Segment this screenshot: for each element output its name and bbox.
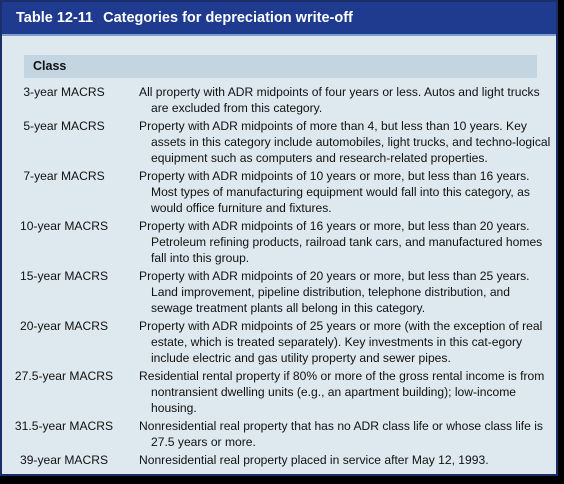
class-label: 39-year MACRS <box>19 453 109 467</box>
class-label: 7-year MACRS <box>23 169 105 183</box>
class-label: 27.5-year MACRS <box>14 369 114 383</box>
class-description: Property with ADR midpoints of 10 years or more, but less than 16 years. Most types of manufacturing equipment would fall into this category, as would office furniture and fixtures. <box>139 169 530 215</box>
table-row <box>2 118 558 166</box>
table-row <box>2 368 558 416</box>
class-label: 15-year MACRS <box>19 269 109 283</box>
class-description: Residential rental property if 80% or more of the gross rental income is from nontransient dwelling units (e.g., an apartment building); low-income housing. <box>139 369 545 415</box>
class-description: Property with ADR midpoints of 16 years or more, but less than 20 years. Petroleum refining products, railroad tank cars, and manufactured homes fall into this group. <box>139 219 543 265</box>
class-description: Property with ADR midpoints of 20 years or more, but less than 25 years. Land improvement, pipeline distribution, telephone distribution, and sewage treatment plants all belong in this category. <box>139 269 530 315</box>
table-caption: Categories for depreciation write-off <box>103 10 353 26</box>
table-title-bar <box>2 2 556 36</box>
table-row <box>2 84 558 116</box>
table-number: Table 12-11 <box>16 10 94 26</box>
class-label: 5-year MACRS <box>23 119 105 133</box>
table-row <box>2 218 558 266</box>
table-row <box>2 452 558 468</box>
table-row <box>2 418 558 450</box>
class-label: 31.5-year MACRS <box>14 419 114 433</box>
class-description: Nonresidential real property that has no ADR class life or whose class life is 27.5 years or more. <box>139 419 543 449</box>
class-label: 3-year MACRS <box>23 85 105 99</box>
table-body <box>2 84 558 468</box>
class-description: Property with ADR midpoints of more than 4, but less than 10 years. Key assets in this category include automobiles, light trucks, and techno-logical equipment such as computers and research-related properties. <box>139 119 551 165</box>
class-description: Nonresidential real property placed in service after May 12, 1993. <box>139 453 489 467</box>
class-label: 20-year MACRS <box>19 319 109 333</box>
table-title <box>16 10 353 26</box>
class-description: Property with ADR midpoints of 25 years or more (with the exception of real estate, which is treated separately). Key investments in this cat-egory include electric and gas utility property and sewer pipes. <box>139 319 543 365</box>
class-label: 10-year MACRS <box>19 219 109 233</box>
table-row <box>2 318 558 366</box>
class-column-header <box>24 55 537 78</box>
table-row <box>2 268 558 316</box>
class-header-label: Class <box>33 59 67 73</box>
class-description: All property with ADR midpoints of four years or less. Autos and light trucks are excluded from this category. <box>139 85 540 115</box>
table-row <box>2 168 558 216</box>
